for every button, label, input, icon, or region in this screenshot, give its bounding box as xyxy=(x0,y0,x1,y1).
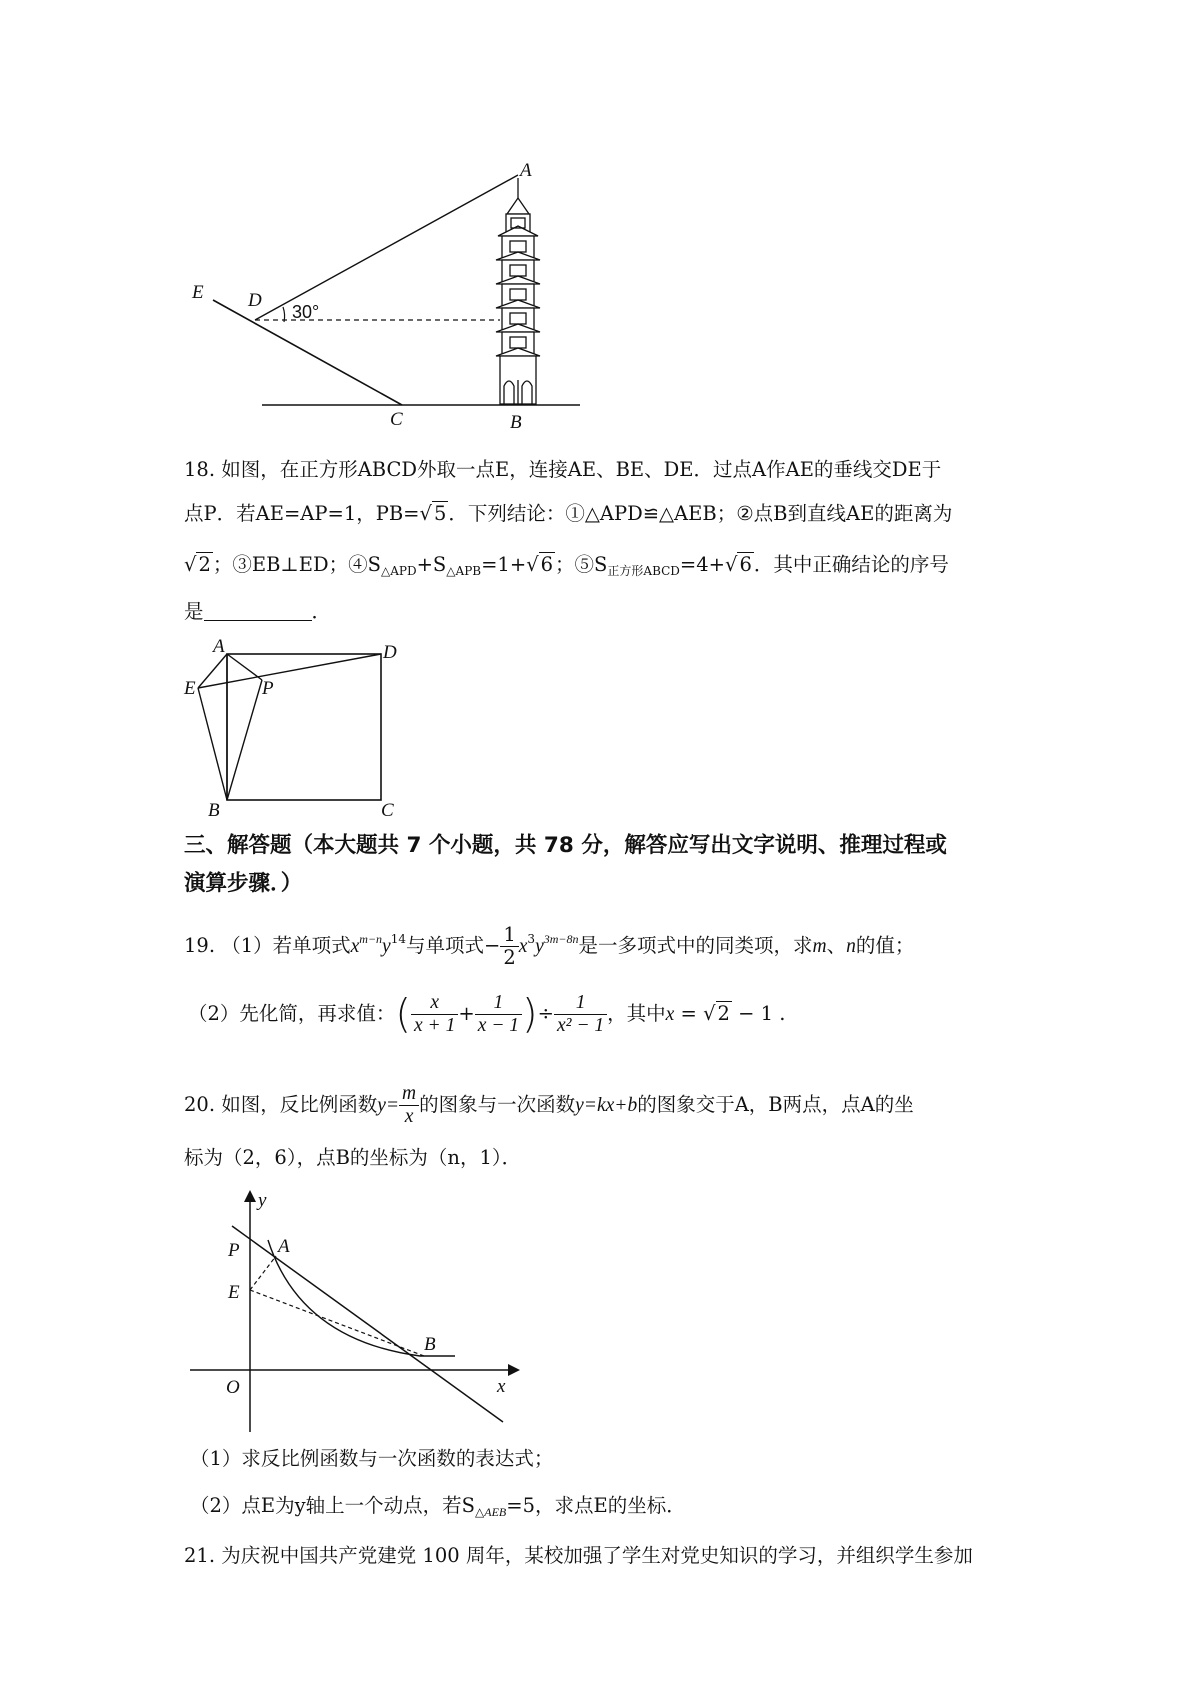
label-x: x xyxy=(497,1376,506,1397)
q20-sub2: （2）点E为y轴上一个动点，若$S_{\triangle AEB}=5$，求点E的坐标． xyxy=(190,1494,686,1519)
label-E: E xyxy=(192,282,204,303)
q19-part1: 19. （1）若单项式$x^{m-n}y^{14}$与单项式− $\frac{1}{2}$ $x^3y^{3m-8n}$是一多项式中的同类项，求m、n的值； xyxy=(184,923,915,969)
q18-line4: 是 ． xyxy=(184,600,332,623)
q19-part2: （2）先化简，再求值：( $\frac{x}{x + 1}$ + $\frac{1}{x - 1}$ )÷ $\frac{1}{\text{x² − 1}}$ ，其中x = √ 2 − 1 . xyxy=(188,991,786,1038)
section3-heading-line1: 三、解答题（本大题共 7 个小题，共 78 分，解答应写出文字说明、推理过程或 xyxy=(184,833,947,858)
q18-line1: 18. 如图，在正方形ABCD外取一点E，连接AE、BE、DE．过点A作AE的垂线交DE于 xyxy=(184,458,942,481)
label-B: B xyxy=(510,412,522,433)
label-E20: E xyxy=(228,1282,240,1303)
label-B20: B xyxy=(424,1334,436,1355)
label-D18: D xyxy=(383,642,397,663)
label-P18: P xyxy=(262,678,274,699)
angle-label: 30° xyxy=(292,302,320,322)
label-O20: O xyxy=(226,1377,240,1398)
label-C: C xyxy=(390,409,403,430)
q20-line1: 20. 如图，反比例函数y= $\frac{m}{x}$ 的图象与一次函数y=kx+b的图象交于A，B两点，点A的坐 xyxy=(184,1083,914,1127)
q20-line2: 标为（2，6），点B的坐标为（n，1）． xyxy=(184,1146,522,1169)
label-B18: B xyxy=(208,800,220,821)
label-E18: E xyxy=(184,678,196,699)
q20-sub1: （1）求反比例函数与一次函数的表达式； xyxy=(190,1447,554,1470)
label-C18: C xyxy=(381,800,394,821)
label-A20: A xyxy=(278,1236,290,1257)
section3-heading-line2: 演算步骤．） xyxy=(184,871,303,896)
label-P20: P xyxy=(228,1240,240,1261)
q18-line3: √ 2 ；③EB⊥ED；$④S_{\triangle APD}+S_{\triangle APB}=1+√$ 6 ；$⑤S_{正方形ABCD}=4+√$ 6 ．其中正确结论的序号 xyxy=(184,553,949,578)
q18-line2: 点P．若AE=AP=1，PB=√ 5 ．下列结论：①△APD≌△AEB；②点B到直线AE的距离为 xyxy=(184,502,953,525)
q21-line1: 21. 为庆祝中国共产党建党 100 周年，某校加强了学生对党史知识的学习，并组织学生参加 xyxy=(184,1544,973,1567)
label-y: y xyxy=(258,1190,267,1211)
label-D: D xyxy=(248,290,262,311)
label-A18: A xyxy=(213,636,225,657)
label-A: A xyxy=(520,160,532,181)
